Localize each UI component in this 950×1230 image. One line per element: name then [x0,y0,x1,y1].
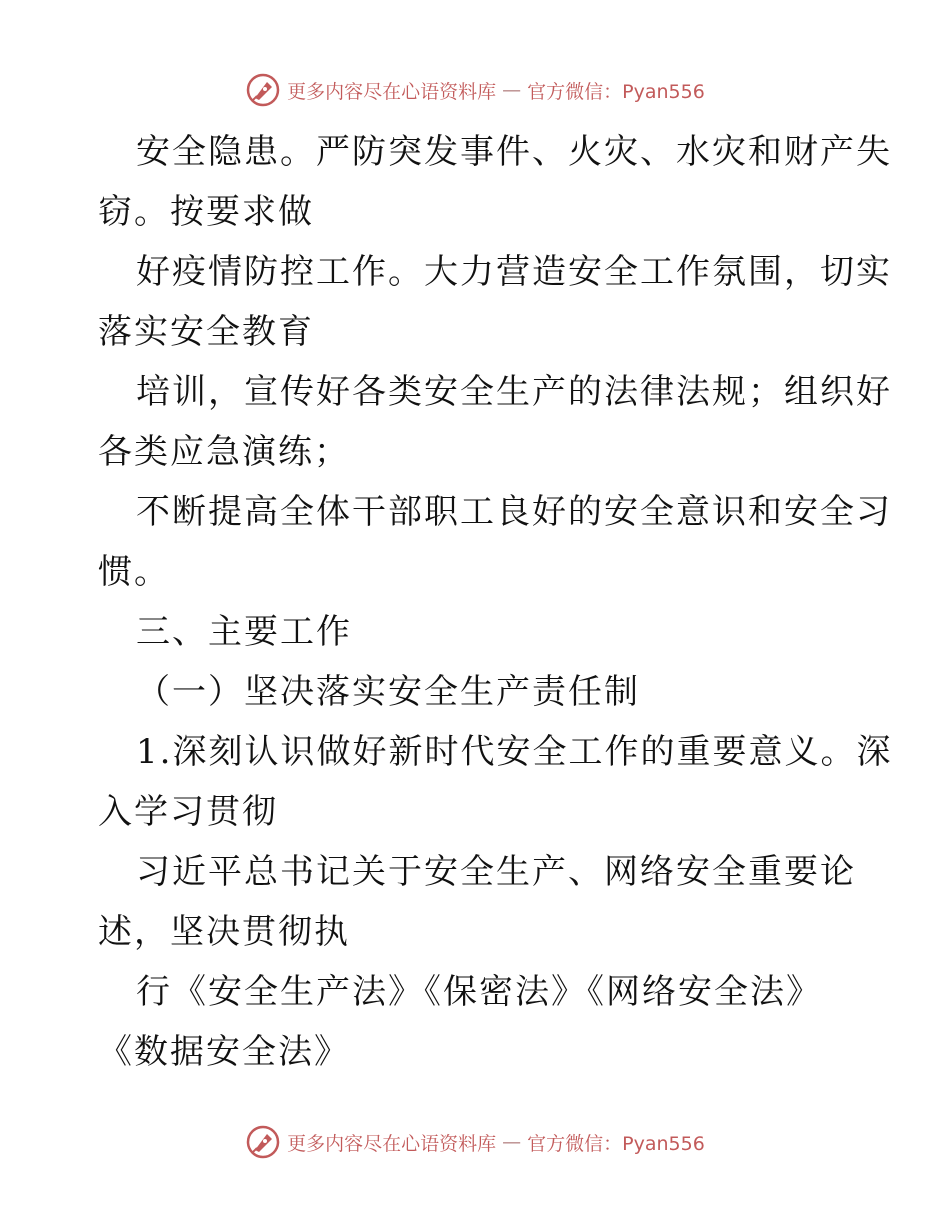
paragraph-line: 1.深刻认识做好新时代安全工作的重要意义。深 [136,732,893,772]
document-body [98,122,893,1082]
paragraph-line: 习近平总书记关于安全生产、网络安全重要论 [136,852,856,892]
watermark-wechat: 官方微信：Pyan556 [527,1132,705,1155]
watermark-separator: — [502,1131,522,1153]
paragraph-line: 培训，宣传好各类安全生产的法律法规；组织好 [136,372,892,412]
watermark-text: 更多内容尽在心语资料库 [287,80,497,103]
paragraph-line: 惯。 [98,552,170,592]
paragraph-line: 落实安全教育 [98,312,314,352]
watermark-wechat: 官方微信：Pyan556 [527,80,705,103]
paragraph-line: 不断提高全体干部职工良好的安全意识和安全习 [136,492,892,532]
paragraph-line: 各类应急演练； [98,432,350,472]
watermark-text: 更多内容尽在心语资料库 [287,1132,497,1155]
paragraph-line: 窃。按要求做 [98,192,314,232]
paragraph-line: 述，坚决贯彻执 [98,912,350,952]
paragraph-line: 安全隐患。严防突发事件、火灾、水灾和财产失 [136,132,892,172]
watermark-separator: — [502,79,522,101]
paragraph-line: 好疫情防控工作。大力营造安全工作氛围，切实 [136,252,892,292]
header-watermark [0,70,950,110]
paragraph-line: 《数据安全法》 [98,1032,350,1072]
paragraph-line: 行《安全生产法》《保密法》《网络安全法》 [136,972,822,1012]
paragraph-line: 入学习贯彻 [98,792,278,832]
footer-watermark [0,1122,950,1162]
subsection-heading: （一）坚决落实安全生产责任制 [136,672,640,712]
pen-nib-logo-icon [245,1124,281,1160]
section-heading: 三、主要工作 [136,612,352,652]
pen-nib-logo-icon [245,72,281,108]
